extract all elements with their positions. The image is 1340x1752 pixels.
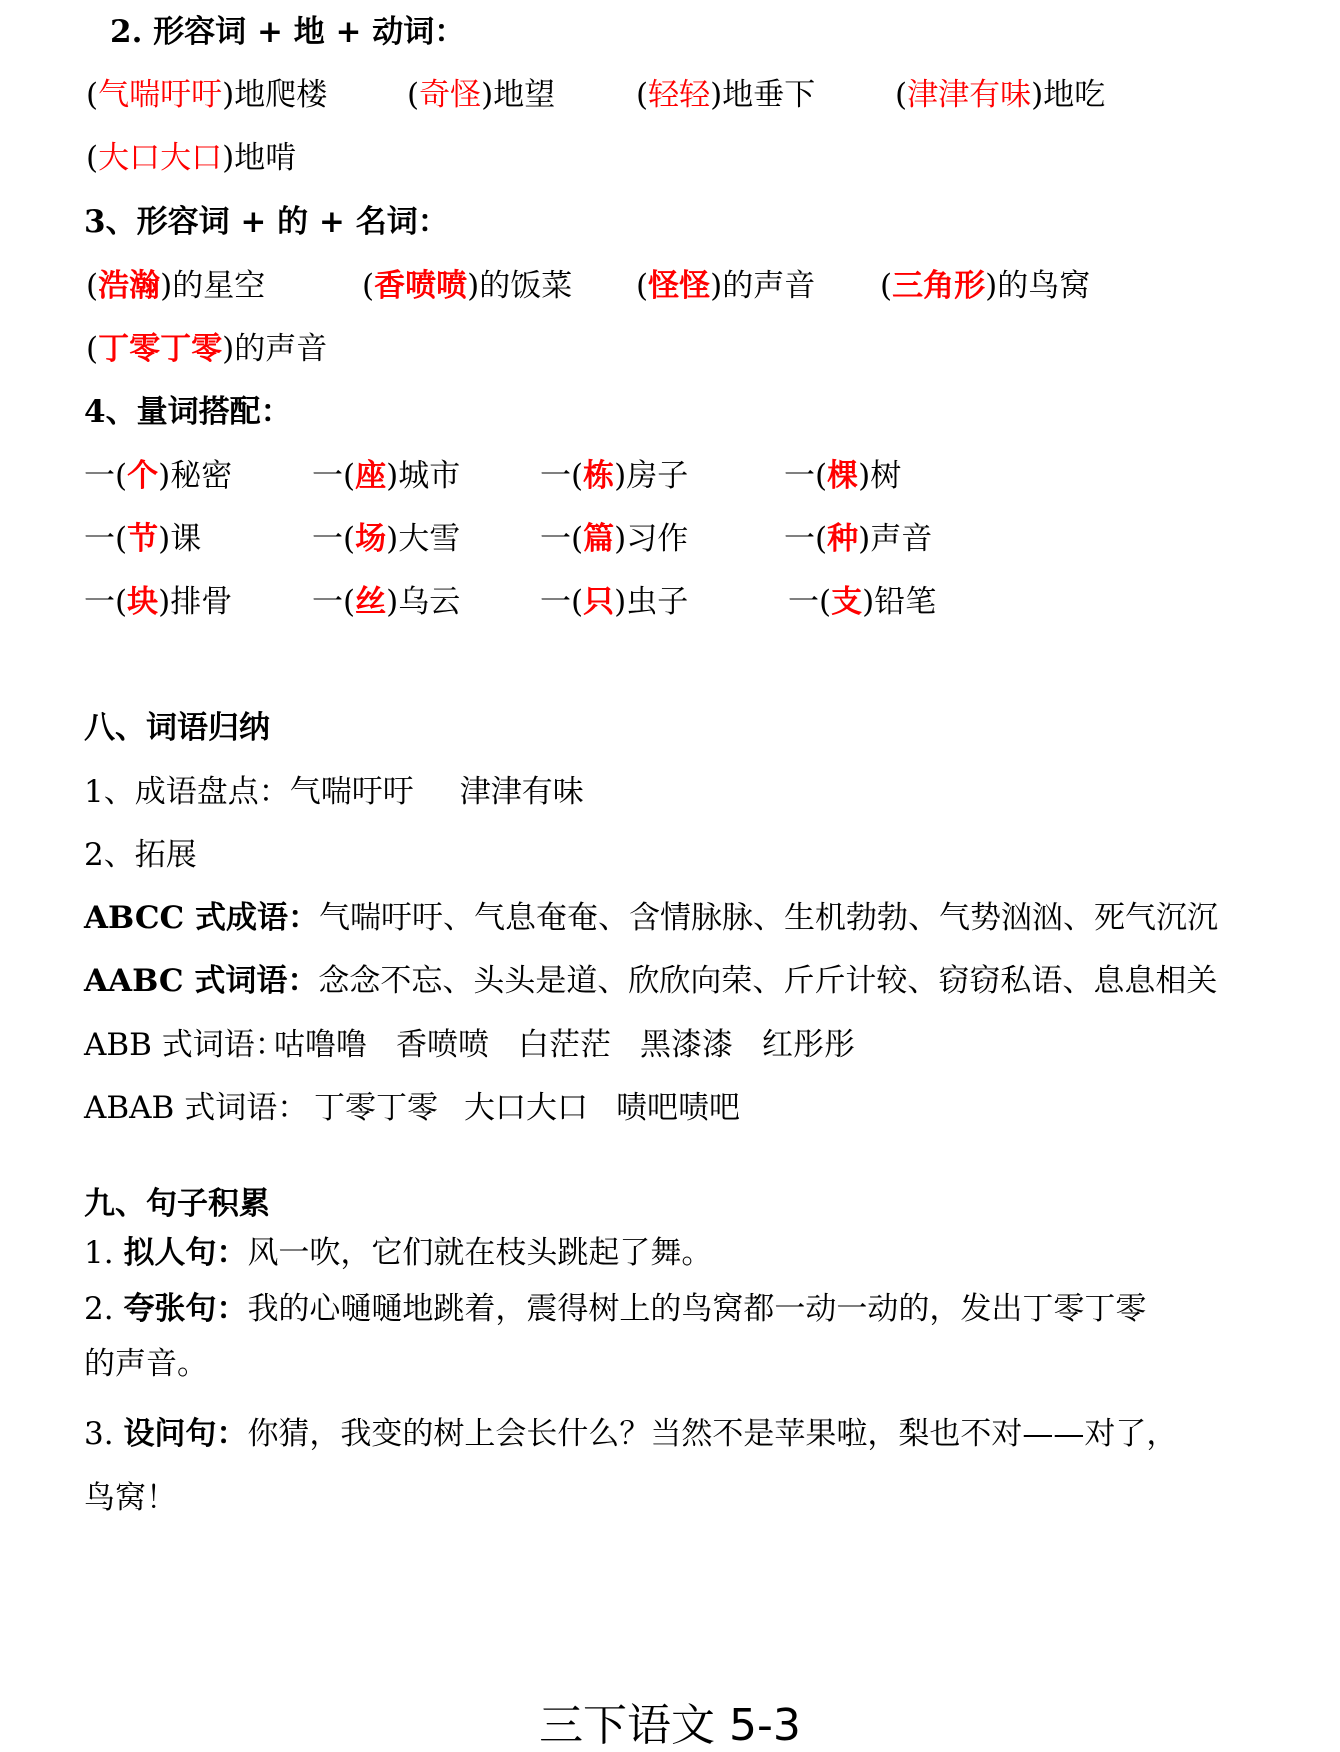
abcc-line: ABCC 式成语：气喘吁吁、气息奄奄、含情脉脉、生机勃勃、气势汹汹、死气沉沉 (84, 900, 1218, 936)
phrase-item: (三角形)的鸟窝 (880, 268, 1091, 304)
measure-word-item: 一(块)排骨 (84, 584, 233, 620)
measure-word-item: 一(支)铅笔 (788, 584, 937, 620)
section-8-heading: 八、词语归纳 (84, 710, 270, 746)
measure-word-item: 一(节)课 (84, 521, 202, 557)
sentence-2: 2. 夸张句：我的心嗵嗵地跳着，震得树上的鸟窝都一动一动的，发出丁零丁零 (84, 1291, 1147, 1327)
sentence-3-cont: 鸟窝！ (84, 1480, 177, 1516)
abab-line: ABAB 式词语： 丁零丁零 大口大口 啧吧啧吧 (84, 1090, 740, 1126)
measure-word-item: 一(只)虫子 (540, 584, 689, 620)
expand-label: 2、拓展 (84, 837, 197, 873)
phrase-item: (津津有味)地吃 (895, 77, 1106, 113)
phrase-item: (奇怪)地望 (407, 77, 556, 113)
phrase-item: (怪怪)的声音 (636, 268, 816, 304)
phrase-item: (浩瀚)的星空 (86, 268, 266, 304)
sentence-1: 1. 拟人句：风一吹，它们就在枝头跳起了舞。 (84, 1235, 713, 1271)
section-3-heading: 3、形容词 + 的 + 名词： (84, 204, 449, 240)
measure-word-item: 一(场)大雪 (312, 521, 461, 557)
measure-word-item: 一(座)城市 (312, 458, 461, 494)
phrase-item: (气喘吁吁)地爬楼 (86, 77, 328, 113)
phrase-item: (大口大口)地啃 (86, 140, 297, 176)
idioms-line: 1、成语盘点：气喘吁吁 津津有味 (84, 774, 584, 810)
measure-word-item: 一(个)秘密 (84, 458, 233, 494)
phrase-item: (轻轻)地垂下 (636, 77, 816, 113)
measure-word-item: 一(篇)习作 (540, 521, 689, 557)
sentence-2-cont: 的声音。 (84, 1346, 208, 1382)
section-9-heading: 九、句子积累 (84, 1186, 270, 1222)
measure-word-item: 一(丝)乌云 (312, 584, 461, 620)
measure-word-item: 一(栋)房子 (540, 458, 689, 494)
abb-line: ABB 式词语： 咕噜噜 香喷喷 白茫茫 黑漆漆 红彤彤 (84, 1027, 855, 1063)
aabc-line: AABC 式词语：念念不忘、头头是道、欣欣向荣、斤斤计较、窃窃私语、息息相关 (84, 963, 1218, 999)
sentence-3: 3. 设问句：你猜，我变的树上会长什么？当然不是苹果啦，梨也不对——对了， (84, 1416, 1178, 1452)
measure-word-item: 一(棵)树 (784, 458, 902, 494)
measure-word-item: 一(种)声音 (784, 521, 933, 557)
page-footer: 三下语文 5-3 (539, 1700, 801, 1751)
phrase-item: (丁零丁零)的声音 (86, 331, 328, 367)
section-4-heading: 4、量词搭配： (84, 394, 292, 430)
section-2-heading: 2. 形容词 + 地 + 动词： (110, 14, 466, 50)
phrase-item: (香喷喷)的饭菜 (362, 268, 573, 304)
